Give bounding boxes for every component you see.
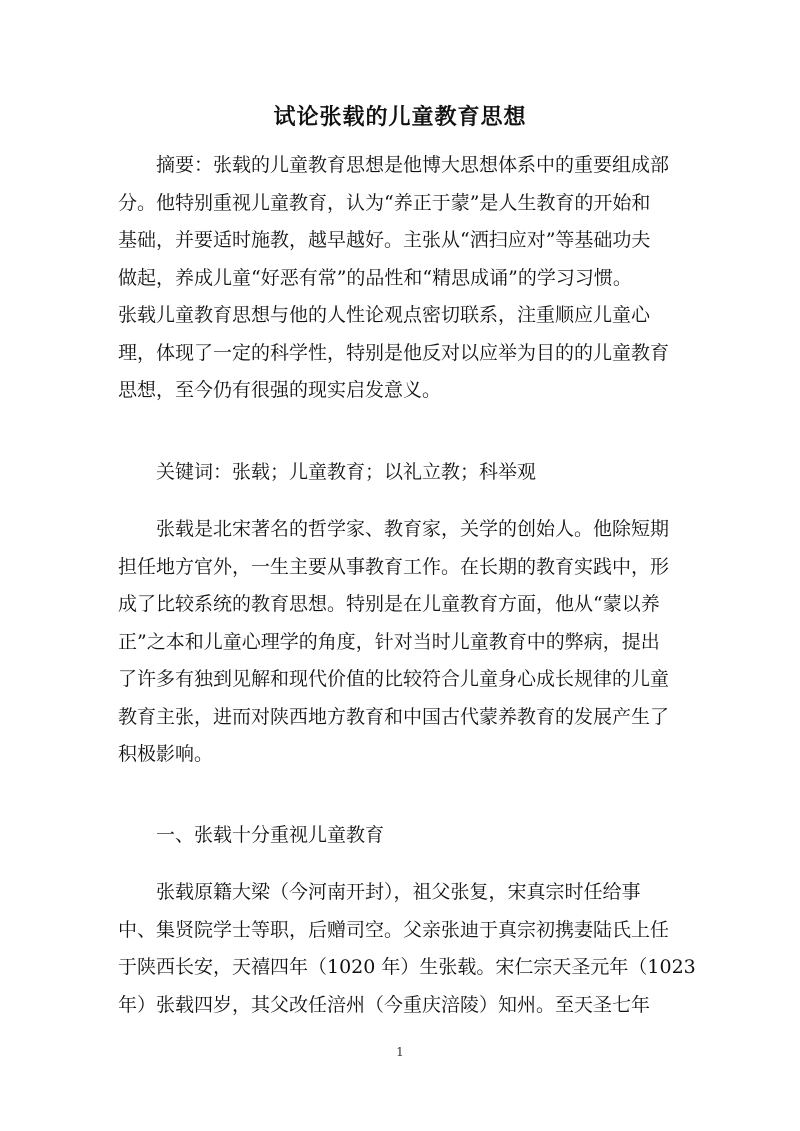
text-line: 张载原籍大梁（今河南开封），祖父张复，宋真宗时任给事 (156, 881, 641, 903)
text-line: 年）张载四岁，其父改任涪州（今重庆涪陵）知州。至天圣七年 (118, 993, 651, 1016)
text-line: 张载儿童教育思想与他的人性论观点密切联系，注重顺应儿童心 (118, 304, 651, 326)
intro-paragraph (118, 511, 698, 774)
text-line: 于陕西长安，天禧四年（1020 年）生张载。宋仁宗天圣元年（1023 (118, 956, 696, 978)
section1-paragraph (118, 874, 698, 1024)
section-heading-text: 一、张载十分重视儿童教育 (156, 824, 385, 846)
text-line: 张载是北宋著名的哲学家、教育家，关学的创始人。他除短期 (156, 518, 670, 540)
text-line: 担任地方官外，一生主要从事教育工作。在长期的教育实践中，形 (118, 555, 670, 578)
text-line: 成了比较系统的教育思想。特别是在儿童教育方面，他从“蒙以养 (118, 593, 660, 615)
text-line: 积极影响。 (118, 743, 214, 765)
section-heading (118, 817, 698, 855)
text-line: 理，体现了一定的科学性，特别是他反对以应举为目的的儿童教育 (118, 341, 670, 364)
keywords-paragraph (118, 454, 698, 492)
text-line: 摘要：张载的儿童教育思想是他博大思想体系中的重要组成部 (156, 154, 670, 176)
text-line: 教育主张，进而对陕西地方教育和中国古代蒙养教育的发展产生了 (118, 705, 670, 728)
page-number: 1 (396, 1045, 404, 1059)
text-line: 正”之本和儿童心理学的角度，针对当时儿童教育中的弊病，提出 (118, 630, 660, 653)
text-line: 做起，养成儿童“好恶有常”的品性和“精思成诵”的学习习惯。 (118, 266, 632, 289)
text-line: 分。他特别重视儿童教育，认为“养正于蒙”是人生教育的开始和 (118, 191, 651, 214)
text-line: 中、集贤院学士等职，后赠司空。父亲张迪于真宗初携妻陆氏上任 (118, 918, 670, 941)
abstract-paragraph (118, 147, 698, 410)
text-line: 了许多有独到见解和现代价值的比较符合儿童身心成长规律的儿童 (118, 668, 670, 690)
text-line: 思想，至今仍有很强的现实启发意义。 (118, 379, 442, 401)
text-line: 基础，并要适时施教，越早越好。主张从“洒扫应对”等基础功夫 (118, 229, 651, 251)
document-title: 试论张载的儿童教育思想 (273, 105, 527, 130)
keywords-line: 关键词：张载；儿童教育；以礼立教；科举观 (156, 461, 537, 483)
